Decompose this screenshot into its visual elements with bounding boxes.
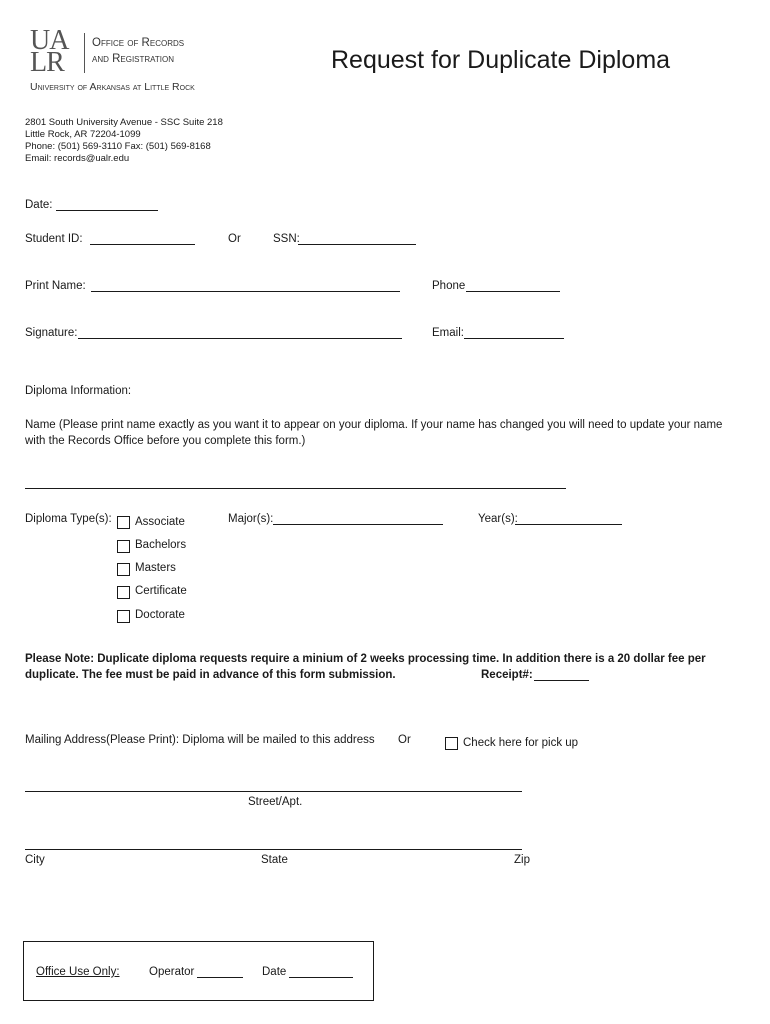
office-line-1: Office of Records: [92, 37, 185, 49]
bachelors-checkbox[interactable]: [117, 540, 130, 553]
print-name-label: Print Name:: [25, 280, 86, 292]
address-line-1: 2801 South University Avenue - SSC Suite 218: [25, 117, 223, 128]
office-line-2: and Registration: [92, 53, 175, 65]
note-line-2: duplicate. The fee must be paid in advance of this form submission.: [25, 669, 396, 681]
date-label: Date:: [25, 199, 53, 211]
address-phone-fax: Phone: (501) 569-3110 Fax: (501) 569-8168: [25, 141, 211, 152]
page-title: Request for Duplicate Diploma: [331, 46, 671, 74]
diploma-type-label: Diploma Type(s):: [25, 513, 112, 525]
masters-label: Masters: [135, 562, 176, 574]
signature-label: Signature:: [25, 327, 78, 339]
year-label: Year(s):: [478, 513, 518, 525]
operator-field[interactable]: [197, 965, 243, 978]
name-instruction-line-1: Name (Please print name exactly as you want it to appear on your diploma. If your name has changed you will need to update your name: [25, 419, 723, 431]
student-id-label: Student ID:: [25, 233, 83, 245]
state-label: State: [261, 854, 288, 866]
mailing-or-label: Or: [398, 734, 411, 746]
receipt-label: Receipt#:: [481, 669, 533, 681]
associate-checkbox[interactable]: [117, 516, 130, 529]
diploma-info-heading: Diploma Information:: [25, 385, 132, 397]
diploma-name-field[interactable]: [25, 488, 566, 489]
doctorate-checkbox[interactable]: [117, 610, 130, 623]
address-line-2: Little Rock, AR 72204-1099: [25, 129, 141, 140]
ssn-field[interactable]: [298, 232, 416, 245]
mailing-address-label: Mailing Address(Please Print): Diploma will be mailed to this address: [25, 734, 375, 746]
certificate-label: Certificate: [135, 585, 187, 597]
signature-field[interactable]: [78, 326, 402, 339]
year-field[interactable]: [515, 512, 622, 525]
student-id-field[interactable]: [90, 232, 195, 245]
doctorate-label: Doctorate: [135, 609, 185, 621]
address-email: Email: records@ualr.edu: [25, 153, 130, 164]
certificate-checkbox[interactable]: [117, 586, 130, 599]
logo-divider: [84, 33, 85, 73]
ssn-label: SSN:: [273, 233, 300, 245]
major-field[interactable]: [273, 512, 443, 525]
pickup-checkbox[interactable]: [445, 737, 458, 750]
name-instruction-line-2: with the Records Office before you complete this form.): [25, 435, 306, 447]
email-label: Email:: [432, 327, 464, 339]
print-name-field[interactable]: [91, 279, 400, 292]
or-label: Or: [228, 233, 241, 245]
city-state-zip-field[interactable]: [25, 849, 522, 850]
logo-ua: UA: [30, 25, 69, 56]
major-label: Major(s):: [228, 513, 274, 525]
masters-checkbox[interactable]: [117, 563, 130, 576]
note-line-1: Please Note: Duplicate diploma requests require a minium of 2 weeks processing time. In addition there is a 20 dollar fee per: [25, 653, 706, 665]
phone-label: Phone: [432, 280, 466, 292]
office-date-label: Date: [262, 966, 287, 978]
zip-label: Zip: [514, 854, 530, 866]
office-use-label: Office Use Only:: [36, 966, 120, 978]
associate-label: Associate: [135, 516, 185, 528]
street-label: Street/Apt.: [248, 796, 303, 808]
logo-lr: LR: [30, 47, 64, 78]
bachelors-label: Bachelors: [135, 539, 187, 551]
office-date-field[interactable]: [289, 965, 353, 978]
date-field[interactable]: [56, 198, 158, 211]
phone-field[interactable]: [466, 279, 560, 292]
email-field[interactable]: [464, 326, 564, 339]
university-name: University of Arkansas at Little Rock: [30, 81, 195, 93]
pickup-label: Check here for pick up: [463, 737, 579, 749]
street-field[interactable]: [25, 791, 522, 792]
receipt-field[interactable]: [534, 668, 589, 681]
city-label: City: [25, 854, 45, 866]
operator-label: Operator: [149, 966, 195, 978]
